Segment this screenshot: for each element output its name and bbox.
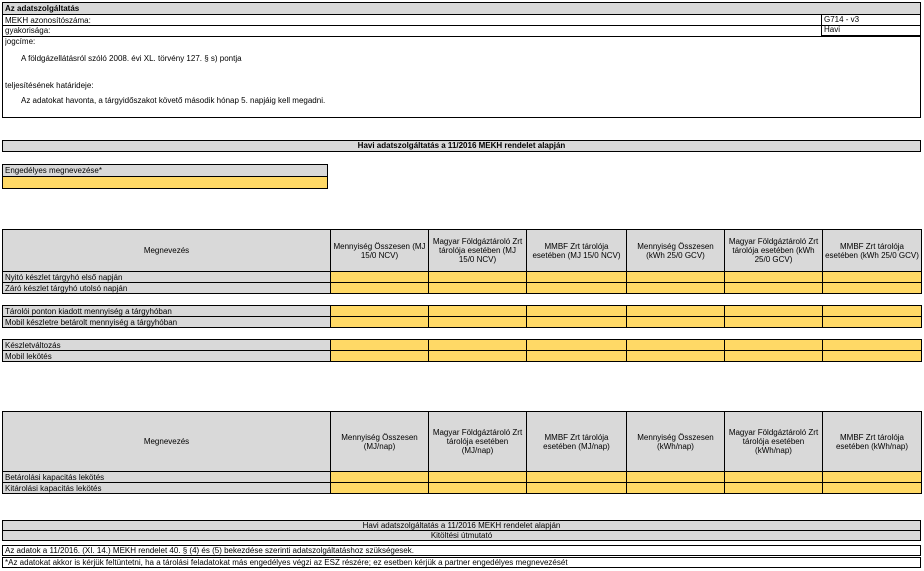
input-cell[interactable] <box>627 283 725 294</box>
input-cell[interactable] <box>527 351 627 362</box>
input-cell[interactable] <box>429 340 527 351</box>
input-cell[interactable] <box>725 340 823 351</box>
input-cell[interactable] <box>527 340 627 351</box>
row-label: Nyitó készlet tárgyhó első napján <box>3 272 331 283</box>
row-label: Mobil készletre betárolt mennyiség a tárgyhóban <box>3 317 331 328</box>
input-cell[interactable] <box>331 306 429 317</box>
input-cell[interactable] <box>823 472 922 483</box>
input-cell[interactable] <box>725 306 823 317</box>
id-value: G714 - v3 <box>821 15 920 26</box>
storage-quantity-table <box>2 229 922 362</box>
col-header: Mennyiség Összesen (kWh 25/0 GCV) <box>627 230 725 272</box>
footer-title: Havi adatszolgáltatás a 11/2016 MEKH rendelet alapján <box>2 520 921 531</box>
input-cell[interactable] <box>627 272 725 283</box>
input-cell[interactable] <box>331 483 429 494</box>
input-cell[interactable] <box>429 283 527 294</box>
input-cell[interactable] <box>331 472 429 483</box>
col-header: Megnevezés <box>3 230 331 272</box>
input-cell[interactable] <box>331 351 429 362</box>
input-cell[interactable] <box>527 483 627 494</box>
input-cell[interactable] <box>429 272 527 283</box>
table-row <box>3 306 922 317</box>
row-label: Kitárolási kapacitás lekötés <box>3 483 331 494</box>
input-cell[interactable] <box>331 317 429 328</box>
col-header: Magyar Földgáztároló Zrt tárolója esetében (MJ 15/0 NCV) <box>429 230 527 272</box>
id-label: MEKH azonosítószáma: <box>5 16 91 25</box>
deadline-value: Az adatokat havonta, a tárgyidőszakot követő második hónap 5. napjáig kell megadni. <box>21 96 326 105</box>
input-cell[interactable] <box>823 306 922 317</box>
input-cell[interactable] <box>627 483 725 494</box>
col-header: Magyar Földgáztároló Zrt tárolója esetében (kWh/nap) <box>725 412 823 472</box>
input-cell[interactable] <box>429 306 527 317</box>
input-cell[interactable] <box>725 283 823 294</box>
input-cell[interactable] <box>823 317 922 328</box>
row-label: Készletváltozás <box>3 340 331 351</box>
info-block <box>2 2 921 118</box>
input-cell[interactable] <box>627 472 725 483</box>
footer-note: Az adatok a 11/2016. (XI. 14.) MEKH rendelet 40. § (4) és (5) bekezdése szerinti adatszolgáltatáshoz szükségesek. <box>2 545 921 556</box>
input-cell[interactable] <box>823 272 922 283</box>
input-cell[interactable] <box>527 283 627 294</box>
input-cell[interactable] <box>725 472 823 483</box>
freq-label: gyakorisága: <box>5 26 51 35</box>
input-cell[interactable] <box>725 272 823 283</box>
col-header: Megnevezés <box>3 412 331 472</box>
table-row <box>3 272 922 283</box>
input-cell[interactable] <box>627 317 725 328</box>
license-input[interactable] <box>2 176 328 189</box>
input-cell[interactable] <box>429 472 527 483</box>
footer-subtitle: Kitöltési útmutató <box>2 530 921 541</box>
col-header: Magyar Földgáztároló Zrt tárolója esetében (kWh 25/0 GCV) <box>725 230 823 272</box>
input-cell[interactable] <box>429 317 527 328</box>
input-cell[interactable] <box>725 483 823 494</box>
col-header: Mennyiség Összesen (MJ 15/0 NCV) <box>331 230 429 272</box>
input-cell[interactable] <box>429 351 527 362</box>
license-label: Engedélyes megnevezése* <box>2 164 328 177</box>
input-cell[interactable] <box>823 351 922 362</box>
col-header: Mennyiség Összesen (kWh/nap) <box>627 412 725 472</box>
col-header: MMBF Zrt tárolója esetében (kWh/nap) <box>823 412 922 472</box>
col-header: Magyar Földgáztároló Zrt tárolója esetében (MJ/nap) <box>429 412 527 472</box>
col-header: MMBF Zrt tárolója esetében (MJ 15/0 NCV) <box>527 230 627 272</box>
table-row <box>3 317 922 328</box>
legal-label: jogcíme: <box>5 37 36 46</box>
input-cell[interactable] <box>429 483 527 494</box>
row-label: Záró készlet tárgyhó utolsó napján <box>3 283 331 294</box>
input-cell[interactable] <box>527 272 627 283</box>
info-title: Az adatszolgáltatás <box>3 3 920 15</box>
capacity-table <box>2 411 922 494</box>
input-cell[interactable] <box>331 340 429 351</box>
col-header: MMBF Zrt tárolója esetében (MJ/nap) <box>527 412 627 472</box>
input-cell[interactable] <box>725 317 823 328</box>
input-cell[interactable] <box>725 351 823 362</box>
col-header: MMBF Zrt tárolója esetében (kWh 25/0 GCV) <box>823 230 922 272</box>
input-cell[interactable] <box>331 272 429 283</box>
input-cell[interactable] <box>627 306 725 317</box>
col-header: Mennyiség Összesen (MJ/nap) <box>331 412 429 472</box>
row-label: Mobil lekötés <box>3 351 331 362</box>
input-cell[interactable] <box>823 340 922 351</box>
table-row <box>3 283 922 294</box>
row-label: Betárolási kapacitás lekötés <box>3 472 331 483</box>
legal-value: A földgázellátásról szóló 2008. évi XL. törvény 127. § s) pontja <box>21 54 242 63</box>
input-cell[interactable] <box>527 472 627 483</box>
footer-note: *Az adatokat akkor is kérjük feltüntetni, ha a tárolási feladatokat más engedélyes végzi az ESZ részére; ez esetben kérjük a partner engedélyes megnevezését <box>2 557 921 568</box>
input-cell[interactable] <box>627 351 725 362</box>
table-row <box>3 483 922 494</box>
table-row <box>3 340 922 351</box>
input-cell[interactable] <box>627 340 725 351</box>
input-cell[interactable] <box>527 306 627 317</box>
section-title: Havi adatszolgáltatás a 11/2016 MEKH rendelet alapján <box>2 140 921 152</box>
deadline-label: teljesítésének határideje: <box>5 81 94 90</box>
row-label: Tárolói ponton kiadott mennyiség a tárgyhóban <box>3 306 331 317</box>
input-cell[interactable] <box>823 283 922 294</box>
table-row <box>3 351 922 362</box>
table-row <box>3 472 922 483</box>
input-cell[interactable] <box>527 317 627 328</box>
freq-value: Havi <box>821 25 920 36</box>
input-cell[interactable] <box>331 283 429 294</box>
input-cell[interactable] <box>823 483 922 494</box>
